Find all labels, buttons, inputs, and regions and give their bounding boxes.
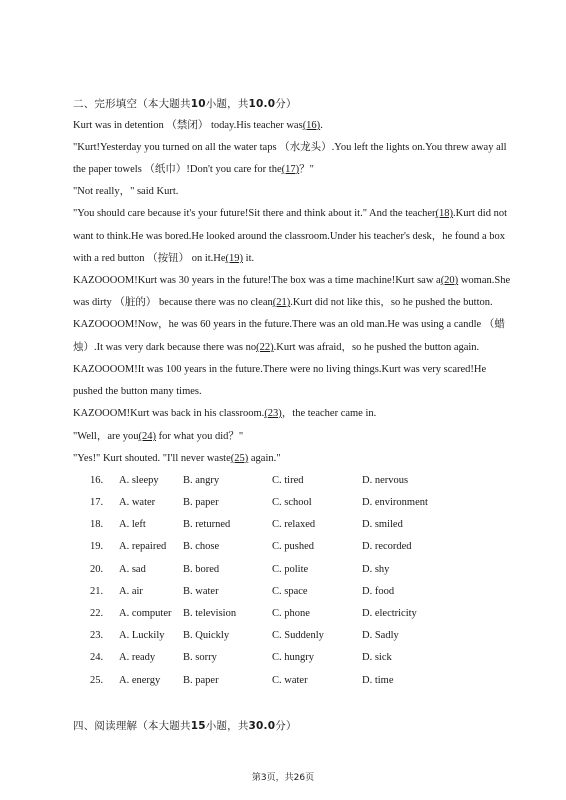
option-b: B. television	[183, 608, 237, 619]
option-d: D. sick	[362, 652, 392, 663]
passage-line: pushed the button many times.	[73, 386, 202, 397]
passage-line: was dirty （脏的） because there was no clean(21).Kurt did not like this，so he pushed the button.	[73, 297, 493, 308]
question-number: 24.	[90, 652, 104, 663]
question-number: 23.	[90, 630, 104, 641]
page-footer: 第3页，共26页	[251, 773, 315, 783]
blank-25: (25)	[230, 453, 249, 464]
blank-23: (23)	[264, 408, 282, 419]
blank-24: (24)	[138, 431, 157, 442]
blank-17: (17)	[281, 164, 300, 175]
passage-line: "Not really，" said Kurt.	[73, 186, 179, 197]
question-number: 25.	[90, 675, 104, 686]
blank-21: (21)	[272, 297, 291, 308]
blank-20: (20)	[440, 275, 459, 286]
option-a: A. ready	[119, 652, 156, 663]
option-d: D. smiled	[362, 519, 403, 530]
section-heading-cloze: 二、完形填空（本大题共10小题，共10.0分）	[73, 98, 297, 110]
option-c: C. phone	[272, 608, 310, 619]
option-b: B. returned	[183, 519, 231, 530]
question-number: 16.	[90, 475, 104, 486]
option-d: D. food	[362, 586, 395, 597]
option-c: C. polite	[272, 564, 309, 575]
option-c: C. pushed	[272, 541, 314, 552]
option-a: A. left	[119, 519, 146, 530]
blank-19: (19)	[225, 253, 244, 264]
option-c: C. tired	[272, 475, 304, 486]
option-b: B. paper	[183, 675, 219, 686]
option-c: C. relaxed	[272, 519, 316, 530]
option-d: D. nervous	[362, 475, 409, 486]
option-d: D. recorded	[362, 541, 412, 552]
option-c: C. space	[272, 586, 308, 597]
passage-line: Kurt was in detention （禁闭） today.His teacher was(16).	[73, 120, 323, 131]
option-d: D. Sadly	[362, 630, 399, 641]
passage-line: KAZOOOOM!Now，he was 60 years in the future.There was an old man.He was using a candle （蜡	[73, 319, 505, 330]
blank-18: (18)	[435, 208, 454, 219]
option-d: D. shy	[362, 564, 390, 575]
question-number: 21.	[90, 586, 104, 597]
passage-line: KAZOOOM!Kurt was back in his classroom.(23)，the teacher came in.	[73, 408, 377, 419]
option-b: B. sorry	[183, 652, 217, 663]
question-number: 20.	[90, 564, 104, 575]
option-c: C. Suddenly	[272, 630, 324, 641]
question-number: 22.	[90, 608, 104, 619]
blank-16: (16)	[302, 120, 321, 131]
option-a: A. air	[119, 586, 143, 597]
question-number: 17.	[90, 497, 104, 508]
passage-line: with a red button （按钮） on it.He(19) it.	[73, 253, 255, 264]
option-c: C. water	[272, 675, 308, 686]
passage-line: "You should care because it's your future!Sit there and think about it." And the teacher(18).Kurt did not	[73, 208, 507, 219]
option-b: B. water	[183, 586, 219, 597]
option-c: C. school	[272, 497, 312, 508]
option-c: C. hungry	[272, 652, 314, 663]
passage-line: the paper towels （纸巾）!Don't you care for the(17)？"	[73, 164, 314, 175]
blank-22: (22)	[256, 342, 274, 353]
option-a: A. Luckily	[119, 630, 165, 641]
passage-line: KAZOOOOM!It was 100 years in the future.There were no living things.Kurt was very scared!He	[73, 364, 487, 375]
passage-line: "Kurt!Yesterday you turned on all the water taps （水龙头）.You left the lights on.You threw away all	[73, 142, 507, 153]
option-a: A. sleepy	[119, 475, 159, 486]
option-b: B. paper	[183, 497, 219, 508]
option-a: A. water	[119, 497, 156, 508]
option-a: A. energy	[119, 675, 161, 686]
question-number: 19.	[90, 541, 104, 552]
option-b: B. bored	[183, 564, 220, 575]
option-b: B. chose	[183, 541, 220, 552]
option-d: D. electricity	[362, 608, 417, 619]
passage-line: "Well，are you(24) for what you did？"	[73, 431, 244, 442]
passage-line: 烛）.It was very dark because there was no(22).Kurt was afraid，so he pushed the button again.	[73, 342, 480, 353]
option-a: A. repaired	[119, 541, 167, 552]
section-heading-reading: 四、阅读理解（本大题共15小题，共30.0分）	[73, 720, 297, 732]
option-b: B. Quickly	[183, 630, 230, 641]
option-a: A. computer	[119, 608, 172, 619]
option-b: B. angry	[183, 475, 220, 486]
option-a: A. sad	[119, 564, 146, 575]
passage-line: "Yes!" Kurt shouted. "I'll never waste(25) again."	[73, 453, 281, 464]
passage-line: want to think.He was bored.He looked around the classroom.Under his teacher's desk，he found a box	[73, 231, 505, 242]
question-number: 18.	[90, 519, 104, 530]
option-d: D. time	[362, 675, 394, 686]
option-d: D. environment	[362, 497, 428, 508]
passage-line: KAZOOOOM!Kurt was 30 years in the future!The box was a time machine!Kurt saw a(20) woman.She	[73, 275, 511, 286]
